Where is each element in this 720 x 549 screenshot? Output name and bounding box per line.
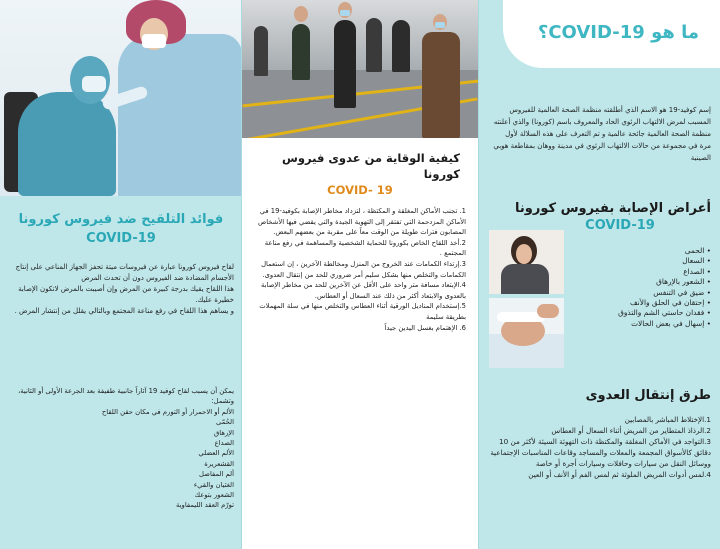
list-item: الغثيان والقيء xyxy=(193,480,234,489)
what-is-covid-panel xyxy=(479,0,720,549)
page-title: ما هو COVID-19؟ xyxy=(537,22,699,43)
prevention-title-ar: كيفية الوقاية من عدوى فيروس كورونا xyxy=(281,151,460,181)
prevention-title-en: COVID- 19 xyxy=(327,183,393,197)
prevention-title xyxy=(260,150,460,198)
vaccination-photo xyxy=(0,0,242,196)
list-item: 2.الرذاذ المتطاير من المريض أثناء السعال أو العطاس xyxy=(551,426,711,435)
side-effects-section xyxy=(10,386,234,511)
list-item: 3.التواجد في الأماكن المغلقة والمكتظة ذات التهوئة السيئة لأكثر من 10 دقائق كالأسواق المجمعة والمعلات والمساجد وقاعات المناسبات الإجتماعية ووسائل النقل من سيارات وحافلات وسيارات أجرة أو خاصة xyxy=(490,437,711,468)
symptoms-title-ar: أعراض الإصابة بفيروس كورونا xyxy=(515,201,711,216)
list-item: 1. تجنب الأماكن المغلقة و المكتظة ، لتزداد مخاطر الإصابة بكوفيد-19 في الأماكن المزدحمة التي تفتقر إلى التهوية الجيدة والتي يقضي فيها الأشخاص المصابون فترات طويلة من الوقت معاً على مقربة من بعضهم البعض. xyxy=(257,207,466,237)
list-item: القشعريرة xyxy=(204,459,234,468)
list-item: الألم أو الاحمرار أو التورم في مكان حقن اللقاح xyxy=(101,407,234,416)
benefits-title xyxy=(12,210,230,248)
prevention-steps xyxy=(254,206,466,333)
list-item: ألم المفاصل xyxy=(199,470,234,479)
prevention-panel xyxy=(242,0,479,549)
side-effects-intro: يمكن أن يسبب لقاح كوفيد 19 آثاراً جانبية طفيفة بعد الجرعة الأولى أو الثانية، وتشمل: xyxy=(18,387,234,406)
list-item: 4.الإبتعاد مسافة متر واحد على الأقل عن الآخرين للحد من مخاطر الإصابة بالعدوى والابتعاد أكثر من ذلك عند السعال أو العطاس. xyxy=(260,281,466,300)
list-item: • السعال xyxy=(571,256,711,266)
queue-photo xyxy=(242,0,479,138)
list-item: الشعور بتوعك xyxy=(194,491,234,500)
list-item: • إسهال في بعض الحالات xyxy=(571,319,711,329)
list-item: 6. الإهتمام بغسل اليدين جيداً xyxy=(384,323,466,332)
list-item: • إحتقان في الحلق والأنف xyxy=(571,298,711,308)
list-item: الصداع xyxy=(214,439,234,448)
symptoms-title-en: COVID-19 xyxy=(585,218,655,233)
transmission-title: طرق إنتقال العدوى xyxy=(585,388,711,403)
list-item: • الصداع xyxy=(571,267,711,277)
vaccine-benefits-panel xyxy=(0,0,242,549)
list-item: 3.إرتداء الكمامات عند الخروج من المنزل ومخالطة الآخرين ، إن استعمال الكمامات والتخلص منها بشكل سليم أمر ضروري للحد من إنتقال العدوى. xyxy=(261,259,466,279)
transmission-list xyxy=(489,414,711,480)
list-item: 1.الإختلاط المباشر بالمصابين xyxy=(624,415,711,424)
list-item: 4.لمس أدوات المريض الملوثة ثم لمس الفم أو الأنف أو العين xyxy=(528,470,711,479)
list-item: • فقدان حاستي الشم والتذوق xyxy=(571,308,711,318)
list-item: • الشعور بالإرهاق xyxy=(571,277,711,287)
list-item: الحُمّى xyxy=(216,418,234,427)
list-item: تورّم العقد الليمفاوية xyxy=(176,501,234,510)
benefits-text: لقاح فيروس كورونا عبارة عن فيروسات ميتة تحفز الجهاز المناعي على إنتاج الأجسام المضادة ضد الفيروس دون أن تحدث المرض هذا اللقاح يقيك بدرجة كبيرة من المرض وإن أصيبت بالمرض لاتكون الإصابة خطيرة عليك. و يساهم هذا اللقاح في رفع مناعة المجتمع وبالتالي يقلل من إنتشار المرض . xyxy=(14,263,234,315)
list-item: الإرهاق xyxy=(214,428,234,437)
symptoms-title xyxy=(489,200,711,234)
list-item: 5.إستخدام المناديل الورقية أثناء العطاس والتخلص منها في سلة المهملات بطريقة سليمة xyxy=(259,302,466,321)
benefits-title-ar: فوائد التلقيح ضد فيروس كورونا xyxy=(18,212,224,227)
title-band xyxy=(479,0,720,68)
benefits-title-en: COVID-19 xyxy=(86,231,156,246)
symptoms-list xyxy=(571,246,711,329)
list-item: الألم العضلي xyxy=(198,449,234,458)
list-item: • الحمى xyxy=(571,246,711,256)
feverish-man-photo xyxy=(489,298,564,368)
side-effects-list xyxy=(10,407,234,511)
list-item: • ضيق في التنفس xyxy=(571,288,711,298)
sick-woman-photo xyxy=(489,230,564,294)
covid-intro: إسم كوفيد-19 هو الاسم الذي أطلقته منظمة الصحة العالمية للفيروس المسبب لمرض الالتهاب الرئوي الحاد والمعروف باسم (كورونا) والذي أعلنته منظمة الصحة العالمية جائحة عالمية و تم التعرف على هذه السلالة لأول مرة في مجموعة من حالات الالتهاب الرئوي في مدينة ووهان بمقاطعة هوبي الصينية xyxy=(493,106,711,162)
list-item: 2.أخذ اللقاح الخاص بكورونا للحماية الشخصية والمساهمة في رفع مناعة المجتمع . xyxy=(264,238,466,258)
